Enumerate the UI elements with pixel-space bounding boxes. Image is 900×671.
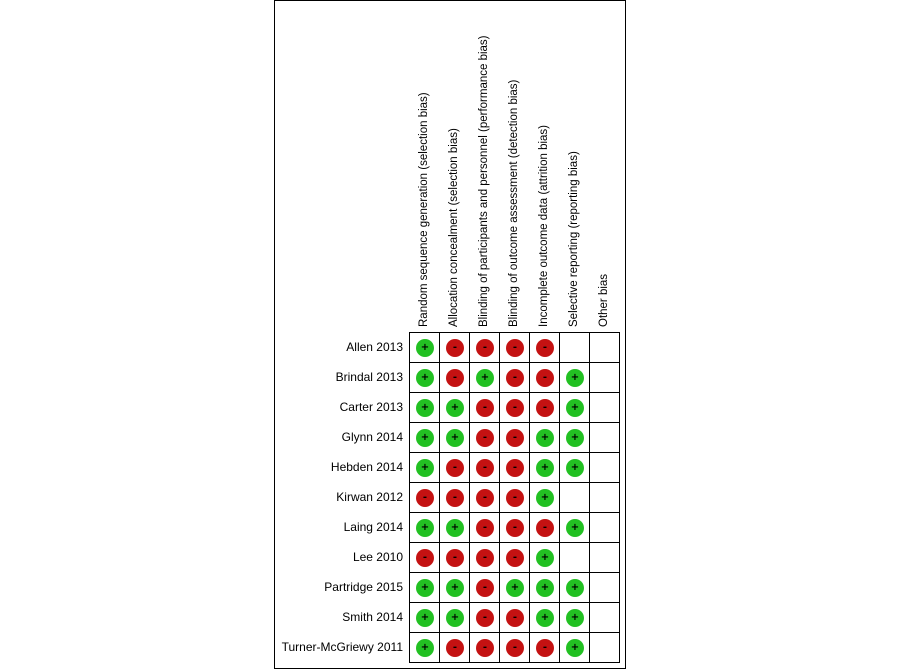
study-label: Carter 2013 <box>339 400 403 414</box>
high-risk-mark: - <box>446 369 464 387</box>
rating-cell <box>530 363 560 393</box>
rating-cell <box>530 543 560 573</box>
rating-cell <box>500 453 530 483</box>
high-risk-mark: - <box>506 639 524 657</box>
rating-cell <box>590 573 620 603</box>
rating-cell <box>470 633 500 663</box>
high-risk-mark: - <box>476 339 494 357</box>
rating-cell <box>470 603 500 633</box>
low-risk-mark: + <box>566 459 584 477</box>
high-risk-mark: - <box>506 339 524 357</box>
rating-cell <box>500 573 530 603</box>
high-risk-mark: - <box>506 399 524 417</box>
rating-cell <box>470 573 500 603</box>
rating-cell <box>560 453 590 483</box>
rating-cell <box>590 543 620 573</box>
high-risk-mark: - <box>506 369 524 387</box>
rating-cell <box>590 393 620 423</box>
rating-cell <box>530 483 560 513</box>
rating-cell <box>410 573 440 603</box>
high-risk-mark: - <box>446 459 464 477</box>
low-risk-mark: + <box>566 399 584 417</box>
column-header: Selective reporting (reporting bias) <box>568 151 580 327</box>
rating-cell <box>500 363 530 393</box>
rating-cell <box>440 513 470 543</box>
rating-cell <box>560 423 590 453</box>
rating-cell <box>410 393 440 423</box>
rating-cell <box>410 483 440 513</box>
rating-cell <box>590 603 620 633</box>
high-risk-mark: - <box>476 429 494 447</box>
rating-cell <box>500 483 530 513</box>
low-risk-mark: + <box>416 519 434 537</box>
rating-cell <box>440 543 470 573</box>
risk-of-bias-chart <box>274 0 626 669</box>
high-risk-mark: - <box>536 639 554 657</box>
rating-cell <box>470 543 500 573</box>
high-risk-mark: - <box>446 639 464 657</box>
low-risk-mark: + <box>416 639 434 657</box>
high-risk-mark: - <box>416 489 434 507</box>
rating-cell <box>530 333 560 363</box>
rating-cell <box>590 363 620 393</box>
low-risk-mark: + <box>446 579 464 597</box>
low-risk-mark: + <box>446 519 464 537</box>
high-risk-mark: - <box>536 339 554 357</box>
low-risk-mark: + <box>416 609 434 627</box>
study-label: Laing 2014 <box>343 520 403 534</box>
low-risk-mark: + <box>536 609 554 627</box>
low-risk-mark: + <box>446 429 464 447</box>
high-risk-mark: - <box>536 519 554 537</box>
rating-cell <box>560 513 590 543</box>
low-risk-mark: + <box>566 429 584 447</box>
study-label: Hebden 2014 <box>330 460 403 474</box>
rating-cell <box>530 633 560 663</box>
rating-cell <box>530 393 560 423</box>
high-risk-mark: - <box>476 459 494 477</box>
study-label: Lee 2010 <box>352 550 403 564</box>
rating-cell <box>590 633 620 663</box>
high-risk-mark: - <box>416 549 434 567</box>
column-header: Blinding of outcome assessment (detection bias) <box>508 79 520 327</box>
rating-cell <box>530 423 560 453</box>
rating-cell <box>440 573 470 603</box>
rating-cell <box>500 633 530 663</box>
rating-cell <box>560 363 590 393</box>
rating-cell <box>500 423 530 453</box>
rating-cell <box>470 423 500 453</box>
rating-cell <box>530 453 560 483</box>
low-risk-mark: + <box>536 579 554 597</box>
rating-cell <box>410 543 440 573</box>
rating-cell <box>440 363 470 393</box>
study-label: Smith 2014 <box>342 610 403 624</box>
low-risk-mark: + <box>566 609 584 627</box>
rating-cell <box>500 333 530 363</box>
rating-cell <box>560 543 590 573</box>
rating-cell <box>410 423 440 453</box>
high-risk-mark: - <box>506 519 524 537</box>
low-risk-mark: + <box>446 609 464 627</box>
low-risk-mark: + <box>506 579 524 597</box>
study-label: Partridge 2015 <box>324 580 403 594</box>
low-risk-mark: + <box>566 519 584 537</box>
rating-cell <box>410 513 440 543</box>
study-label: Kirwan 2012 <box>336 490 403 504</box>
rating-cell <box>500 393 530 423</box>
rating-cell <box>470 333 500 363</box>
high-risk-mark: - <box>506 549 524 567</box>
column-header: Incomplete outcome data (attrition bias) <box>538 125 550 327</box>
high-risk-mark: - <box>446 549 464 567</box>
rating-cell <box>500 513 530 543</box>
study-label: Allen 2013 <box>346 340 403 354</box>
rating-cell <box>590 513 620 543</box>
rating-cell <box>440 423 470 453</box>
column-header: Allocation concealment (selection bias) <box>448 128 460 327</box>
rating-cell <box>560 573 590 603</box>
high-risk-mark: - <box>476 489 494 507</box>
rating-cell <box>440 393 470 423</box>
study-label: Turner-McGriewy 2011 <box>281 640 403 654</box>
rating-cell <box>560 393 590 423</box>
rating-cell <box>560 333 590 363</box>
rating-cell <box>530 513 560 543</box>
low-risk-mark: + <box>566 639 584 657</box>
rating-cell <box>470 513 500 543</box>
low-risk-mark: + <box>416 579 434 597</box>
rating-cell <box>500 603 530 633</box>
high-risk-mark: - <box>476 549 494 567</box>
rating-cell <box>440 633 470 663</box>
low-risk-mark: + <box>536 459 554 477</box>
rating-cell <box>530 573 560 603</box>
low-risk-mark: + <box>416 399 434 417</box>
high-risk-mark: - <box>536 369 554 387</box>
low-risk-mark: + <box>536 549 554 567</box>
rating-cell <box>560 603 590 633</box>
rating-cell <box>440 333 470 363</box>
column-header: Random sequence generation (selection bias) <box>418 92 430 327</box>
high-risk-mark: - <box>476 609 494 627</box>
rating-cell <box>470 363 500 393</box>
low-risk-mark: + <box>416 459 434 477</box>
high-risk-mark: - <box>506 459 524 477</box>
low-risk-mark: + <box>566 579 584 597</box>
column-header: Blinding of participants and personnel (performance bias) <box>478 35 490 327</box>
high-risk-mark: - <box>476 519 494 537</box>
rating-cell <box>560 633 590 663</box>
rating-cell <box>560 483 590 513</box>
rating-cell <box>500 543 530 573</box>
rating-cell <box>440 453 470 483</box>
high-risk-mark: - <box>506 429 524 447</box>
study-label: Brindal 2013 <box>335 370 403 384</box>
low-risk-mark: + <box>416 339 434 357</box>
high-risk-mark: - <box>476 399 494 417</box>
high-risk-mark: - <box>476 579 494 597</box>
rating-cell <box>590 333 620 363</box>
rating-cell <box>470 483 500 513</box>
rating-cell <box>590 453 620 483</box>
rating-cell <box>440 483 470 513</box>
rating-cell <box>410 633 440 663</box>
rating-cell <box>470 393 500 423</box>
high-risk-mark: - <box>446 489 464 507</box>
column-header: Other bias <box>598 273 610 327</box>
low-risk-mark: + <box>536 489 554 507</box>
high-risk-mark: - <box>476 639 494 657</box>
low-risk-mark: + <box>416 429 434 447</box>
rating-cell <box>410 603 440 633</box>
low-risk-mark: + <box>416 369 434 387</box>
rating-cell <box>410 363 440 393</box>
rating-cell <box>530 603 560 633</box>
rating-cell <box>470 453 500 483</box>
high-risk-mark: - <box>506 609 524 627</box>
rating-cell <box>440 603 470 633</box>
low-risk-mark: + <box>536 429 554 447</box>
rating-cell <box>590 423 620 453</box>
rating-cell <box>410 333 440 363</box>
high-risk-mark: - <box>506 489 524 507</box>
high-risk-mark: - <box>536 399 554 417</box>
low-risk-mark: + <box>446 399 464 417</box>
rating-cell <box>410 453 440 483</box>
low-risk-mark: + <box>566 369 584 387</box>
rating-cell <box>590 483 620 513</box>
low-risk-mark: + <box>476 369 494 387</box>
study-label: Glynn 2014 <box>341 430 403 444</box>
high-risk-mark: - <box>446 339 464 357</box>
